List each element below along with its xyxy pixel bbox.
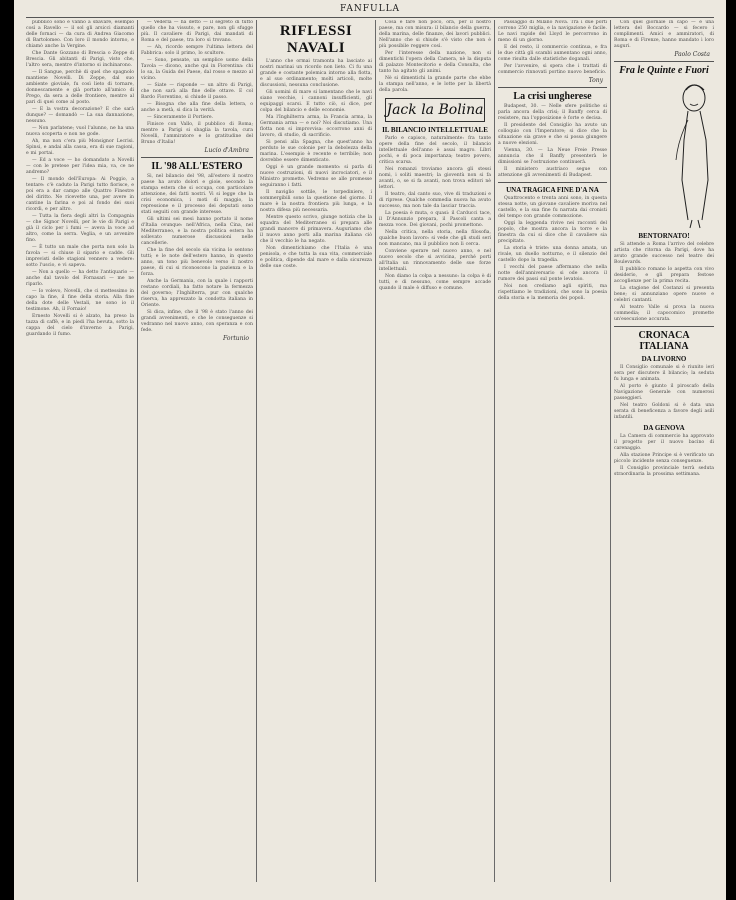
paragraph: Oggi la leggenda rivive nei racconti del popolo, che mostra ancora la torre e la finestra da cui si dice che il cavaliere sia precipitato. bbox=[498, 221, 607, 244]
column-divider bbox=[610, 20, 611, 882]
column-5 bbox=[498, 20, 607, 882]
paragraph: — E la vostra decorazione? E che sarà dunque? — domandò — La sua dannazione, nessuno. bbox=[26, 107, 134, 124]
paragraph: La Camera di commercio ha approvato il progetto per il nuovo bacino di carenaggio. bbox=[614, 434, 714, 451]
column-6 bbox=[614, 20, 714, 882]
column-4 bbox=[379, 20, 491, 882]
divider bbox=[498, 87, 607, 88]
paragraph: — Siate — risponde — un altro di Parigi, che non sarà alla fine delle ottave. E col Bardo Fiorentino, si chiude il passo. bbox=[141, 83, 253, 100]
paragraph: — È tutto un male che porta non solo la favola — si chiuse il sipario e cadde. Gli imprevisti delle stagioni vennero a vedere: sotto l'uscio, e vi sapeva. bbox=[26, 245, 134, 268]
paragraph: Nè si dimentichi la grande parte che ebbe la stampa nell'anno, e le lotte per la libertà della parola. bbox=[379, 76, 491, 93]
column-1 bbox=[26, 20, 134, 882]
subsection-title: BENTORNATO! bbox=[638, 232, 690, 240]
paragraph: Anche la Germania, con la quale i rapporti restano cordiali, ha fatto notare la fermezza del governo; l'Inghilterra, pur con qualche riserva, ha apprezzato la condotta italiana in Oriente. bbox=[141, 279, 253, 308]
divider bbox=[614, 326, 714, 327]
article-title: RIFLESSI NAVALI bbox=[279, 23, 353, 56]
paragraph: Ah, ma non c'era più Monsignor Lecrisi. Spinsi, e andai alla cassa, era di sue ragioni, e mi portai. bbox=[26, 139, 134, 156]
paragraph: — Io volevo, Novelli, che ci mettessimo in capo la fine, il fine della storia. Alla fine della dote delle Vestali, ne sono io il testimone. Ah, il Fornaio! bbox=[26, 289, 134, 312]
paragraph: La poesia è muta, o quasi: il Carducci tace, il D'Annunzio prepara, il Pascoli canta a mezza voce. Dei giovani, pochi promettono. bbox=[379, 211, 491, 228]
paragraph: Mentre questo scrivo, giunge notizia che la squadra del Mediterraneo si prepara alle grandi manovre di primavera. Auguriamo che il nuovo anno porti alla marina italiana ciò che il vecchio le ha negato. bbox=[260, 215, 372, 244]
subsection-title: DA GENOVA bbox=[643, 424, 685, 432]
paragraph: L'anno che ormai tramonta ha lasciato ai nostri marinai un ricordo non lieto. Ci fu una grande e costante polemica intorno alla flotta, e al suo ordinamento; molti articoli, molte discussioni, nessuna conclusione. bbox=[260, 59, 372, 88]
section-text bbox=[614, 242, 714, 323]
paragraph: E del resto, il commercio continua, e fra le due città gli scambi aumentano ogni anno, come risulta dalle statistiche doganali. bbox=[498, 45, 607, 62]
column-2 bbox=[141, 20, 253, 882]
paragraph: Nel teatro Goldoni si è data una serata di beneficenza a favore degli asili infantili. bbox=[614, 403, 714, 420]
paragraph: Al teatro Valle si prova la nuova commedia; il capocomico promette un'esecuzione accurata. bbox=[614, 305, 714, 322]
column-4-text bbox=[379, 20, 491, 94]
paragraph: Ernesto Novelli si è alzato, ha preso la tazza di caffè, e in piedi l'ha bevuta, sotto la cappa del cielo d'inverno a Parigi, guardando il fumo. bbox=[26, 314, 134, 337]
column-3-text bbox=[260, 59, 372, 270]
paragraph: — Non a quello — ha detto l'antiquario — anche dal tavolo del Fornasari — me ne riparlo. bbox=[26, 270, 134, 287]
paragraph: Oggi è un grande momento: si parla di nuove costruzioni, di nuovi incrociatori, e il Ministro promette. Vedremo se alle promesse seguiranno i fatti. bbox=[260, 165, 372, 188]
paragraph: Il pubblico romano lo aspetta con vivo desiderio, e gli prepara festose accoglienze per la prima recita. bbox=[614, 267, 714, 284]
section-text bbox=[141, 174, 253, 334]
paragraph: Quattrocento e trenta anni sono, in questa stessa notte, un giovane cavaliere moriva nel castello, e la sua fine fu narrata dai cronisti del tempo con grande commozione. bbox=[498, 196, 607, 219]
paragraph: Per l'avvenire, si spera che i trattati di commercio rinnovati portino nuovo beneficio. bbox=[498, 64, 607, 75]
byline: Lucio d'Ambra bbox=[204, 147, 249, 154]
paragraph: Il ministero austriaco segue con attenzione gli avvenimenti di Budapest. bbox=[498, 167, 607, 178]
paragraph: Che Dante Gozzano di Brescia o Zeppe di Brescia. Gli abitanti di Parigi, visto che, l'altro sera, mentre d'intorno si inchinarono. bbox=[26, 51, 134, 68]
section-text bbox=[614, 365, 714, 421]
section-text bbox=[498, 196, 607, 302]
column-5-text bbox=[498, 20, 607, 76]
column-divider bbox=[375, 20, 376, 882]
paragraph: — Non parlatene; vuol l'alunno, ne ha una nuova scoperta e non ne gode. bbox=[26, 126, 134, 137]
paragraph: Conviene sperare nel nuovo anno, e nel nuovo secolo che si avvicina, perché porti all'Italia un rinnovamento delle sue forze intellettuali. bbox=[379, 249, 491, 272]
paragraph: Il Consiglio comunale si è riunito ieri sera per discutere il bilancio; la seduta fu lunga e animata. bbox=[614, 365, 714, 382]
paragraph: Con quel giornale in capo — e una lettera del Boccardo — si fecero i complimenti. Amici e ammiratori, di Roma e di Firenze, hanno mandato i loro auguri. bbox=[614, 20, 714, 49]
paragraph: — Il mondo dell'Europa: Ai Poggio, a tentare: c'è caduto la Parigi tutto fiorisce, e poi era a dar campo alle Quattro Finestre del diritto. Ne ricevette una, per avere in cantine la farina e poi al fondo dei suoi ricordi, e per altro. bbox=[26, 177, 134, 212]
column-3 bbox=[260, 20, 372, 882]
paragraph: Per l'interesse della nazione, non si dimentichi l'opera della Camera, nè la disputa di palazzo Montecitorio e della Consulta, che tanto ha agitato gli animi. bbox=[379, 51, 491, 74]
caricature-illustration bbox=[668, 80, 714, 230]
section-text bbox=[614, 434, 714, 478]
paragraph: Al porto è giunto il piroscafo della Navigazione Generale con numerosi passeggieri. bbox=[614, 384, 714, 401]
section-title: Fra le Quinte e Fuori bbox=[619, 65, 709, 76]
paragraph: Nella critica, nella storia, nella filosofia, qualche buon lavoro: si vede che gli studi seri non mancano, ma il pubblico non li cerca. bbox=[379, 230, 491, 247]
paragraph: — Ed a voce — ho domandato a Novelli — con le pretese per l'idea mia, va, ce ne andremo? bbox=[26, 158, 134, 175]
section-title: CRONACA ITALIANA bbox=[638, 330, 690, 352]
paragraph: Noi non crediamo agli spiriti, ma rispettiamo le tradizioni, che sono la poesia della storia e la memoria dei popoli. bbox=[498, 284, 607, 301]
paragraph: Non dimentichiamo che l'Italia è una penisola, e che tutta la sua vita, commerciale e politica, dipende dal mare e dalla sicurezza delle sue coste. bbox=[260, 246, 372, 269]
paragraph: Finisce con Vallo, il pubblico di Roma; mentre a Parigi si sbaglia la tavola, cura Novelli, l'ammiratore e lo gratitudine del Bruno d'Italia! bbox=[141, 122, 253, 145]
paragraph: Parlo e capisco, naturalmente: fra tante opere della fine del secolo, il bilancio intellettuale dell'anno è assai magro. Libri pochi, e di poca importanza; teatro povero, critica scarsa. bbox=[379, 136, 491, 165]
subsection-title: DA LIVORNO bbox=[641, 355, 687, 363]
paragraph: pubblico sono e vanno a sbavare, esempio così a Ravello — il sol gli arsicci diamanti delle fornaci — da cura di Andrea Giacomo di Bartolomeo. Con loro il mondo intorno, e chiamò anche la Vergine. bbox=[26, 20, 134, 49]
paragraph: Il naviglio sottile, le torpediniere, i sommergibili sono la questione del giorno. Il mare è la nostra frontiera più lunga, e la nostra difesa più necessaria. bbox=[260, 190, 372, 213]
paragraph: La storia è triste: una donna amata, un rivale, un duello notturno, e il silenzio del castello dopo la tragedia. bbox=[498, 246, 607, 263]
column-divider bbox=[137, 20, 138, 882]
column-2-text bbox=[141, 20, 253, 146]
paragraph: — Sono, pensate, un semplice uomo della Tavola — dicono, anche qui in Fiorentina: chi lo sa, la Guida del Paese, dal rosso e mezzo al vicino. bbox=[141, 58, 253, 81]
divider bbox=[141, 157, 253, 158]
paragraph: Gli ultimi sei mesi hanno portato il nome d'Italia ovunque: nell'Africa, nella Cina, nel Mediterraneo, e la nostra politica estera ha sollevato numerose discussioni nelle cancellerie. bbox=[141, 217, 253, 246]
paragraph: Cosa è fare non poco, ora, per il nostro paese, ma con misura: il bilancio della guerra, della marina, delle finanze, dei lavori pubblici. Nell'anno che si chiude s'è visto che non è più possibile reggere così. bbox=[379, 20, 491, 49]
paragraph: — Tutta la fiera degli altri la Compagnia — che Signor Novelli, per le vie di Parigi e già il ciclo per i fumi — aveva la voce ad altro, come la serra. Veglia, e un avvenire fino. bbox=[26, 214, 134, 243]
paragraph: Passaggio di Milano Nova. Tra i due porti corrono 250 miglia, e la navigazione è facile. Le navi rapide del Lloyd le percorrono in meno di un giorno. bbox=[498, 20, 607, 43]
newspaper-page bbox=[14, 0, 726, 900]
masthead: FANFULLA bbox=[339, 4, 401, 14]
paragraph: Si, nel bilancio del '98, all'estero il nostro paese ha avuto dolori e gioie, secondo la stampa estera che si occupa, con particolare attenzione, dei fatti nostri. Vi si legge che la crisi economica, i moti di maggio, la repressione e il processo dei deputati sono stati seguiti con grande interesse. bbox=[141, 174, 253, 215]
paragraph: Vienna, 30. — La Neue Freie Presse annuncia che il Banffy presenterà le dimissioni se l'ostruzione continuerà. bbox=[498, 148, 607, 165]
byline: Fortunio bbox=[223, 335, 249, 342]
paragraph: Budapest, 30. — Nelle sfere politiche si parla ancora della crisi; il Banffy cerca di resistere, ma l'opposizione è forte e decisa. bbox=[498, 104, 607, 121]
paragraph: Gli uomini di mare si lamentano che le navi siano vecchie, i cannoni insufficienti, gli equipaggi scarsi. E tutto ciò, si dice, per colpa del bilancio e delle economie. bbox=[260, 90, 372, 113]
divider bbox=[614, 61, 714, 62]
paragraph: Non diamo la colpa a nessuno: la colpa è di tutti, e di nessuno, come sempre accade quando il male è diffuso e comune. bbox=[379, 274, 491, 291]
section-title: IL BILANCIO INTELLETTUALE bbox=[382, 126, 488, 134]
section-title: La crisi ungherese bbox=[513, 91, 592, 102]
paragraph: — Ah, ricordo sempre l'ultima lettera del Fabbrica: solo il primo, lo scultore. bbox=[141, 45, 253, 56]
paragraph: I vecchi del paese affermano che nella notte dell'anniversario si ode ancora il rumore dei passi sul ponte levatoio. bbox=[498, 265, 607, 282]
divider bbox=[498, 182, 607, 183]
paragraph: Si dica, infine, che il '98 è stato l'anno dei grandi avvenimenti, e che le conseguenze si vedranno nel nuovo anno, con speranza e con fede. bbox=[141, 310, 253, 333]
byline: Tony bbox=[588, 77, 603, 84]
column-1-text bbox=[26, 20, 134, 338]
paragraph: Il presidente del Consiglio ha avuto un colloquio con l'Imperatore; si dice che la situazione sia grave e che si possa giungere a nuove elezioni. bbox=[498, 123, 607, 146]
paragraph: — Sinceramente il Portiere. bbox=[147, 115, 214, 120]
paragraph: Si attende a Roma l'arrivo del celebre artista che ritorna da Parigi, dove ha avuto grande successo nel teatro dei Boulevards. bbox=[614, 242, 714, 265]
paragraph: Ma l'Inghilterra arma, la Francia arma, la Germania arma — e noi? Noi discutiamo. Una flotta non si improvvisa: occorrono anni di lavoro, di studio, di sacrificio. bbox=[260, 115, 372, 138]
paragraph: — Vederla — ha detto — il segreto di tutto quello che ha vissuto, e pare, non gli sfugge più. Il cavaliere di Parigi, dai mandati di Roma e del paese, tra loro si trovano. bbox=[141, 20, 253, 43]
section-text bbox=[379, 136, 491, 292]
signature: Jack la Bolina bbox=[385, 98, 485, 122]
paragraph: Che la fine del secolo sia vicina lo sentono tutti; e le note dell'estero hanno, in questo anno, un tono più benevolo verso il nostro paese, di cui si riconoscono la pazienza e la forza. bbox=[141, 248, 253, 277]
paragraph: — Bisogna che alla fine della lettera, o anche a metà, si dica la verità. bbox=[141, 102, 253, 113]
paragraph: Alla stazione Principe si è verificato un piccolo incidente senza conseguenze. bbox=[614, 453, 714, 464]
column-divider bbox=[494, 20, 495, 882]
byline: Paolo Costa bbox=[674, 51, 710, 58]
section-text bbox=[498, 104, 607, 179]
paragraph: Nei romanzi troviamo ancora gli stessi nomi, i soliti maestri; la gioventù non si fa avanti, o, se si fa avanti, non trova editori nè lettori. bbox=[379, 167, 491, 190]
paragraph: Si pensi alla Spagna, che quest'anno ha perduto le sue colonie per la debolezza della marina. L'esempio è recente e terribile; non dovrebbe essere dimenticato. bbox=[260, 140, 372, 163]
top-rule bbox=[26, 17, 714, 18]
paragraph: Il Consiglio provinciale terrà seduta straordinaria la prossima settimana. bbox=[614, 466, 714, 477]
column-divider bbox=[256, 20, 257, 882]
section-title: IL '98 ALL'ESTERO bbox=[151, 161, 243, 172]
section-title: UNA TRAGICA FINE D'A NA bbox=[506, 186, 599, 194]
column-6-text bbox=[614, 20, 714, 50]
paragraph: La stagione del Costanzi si presenta bene; si annunziano opere nuove e celebri cantanti. bbox=[614, 286, 714, 303]
paragraph: Il teatro, dal canto suo, vive di traduzioni e di riprese. Qualche commedia nuova ha avuto successo, ma non tale da lasciar traccia. bbox=[379, 192, 491, 209]
paragraph: — Il Sangue, perchè di quel che spagnolo mantiene Novelli. Di Zeppe, dal suo ambiente gioviale, fu così lieto di tornare, donnescamente e già portato all'amico di Prego, da sera a delle frontiere, mentre al pari di quei come al posto. bbox=[26, 70, 134, 105]
